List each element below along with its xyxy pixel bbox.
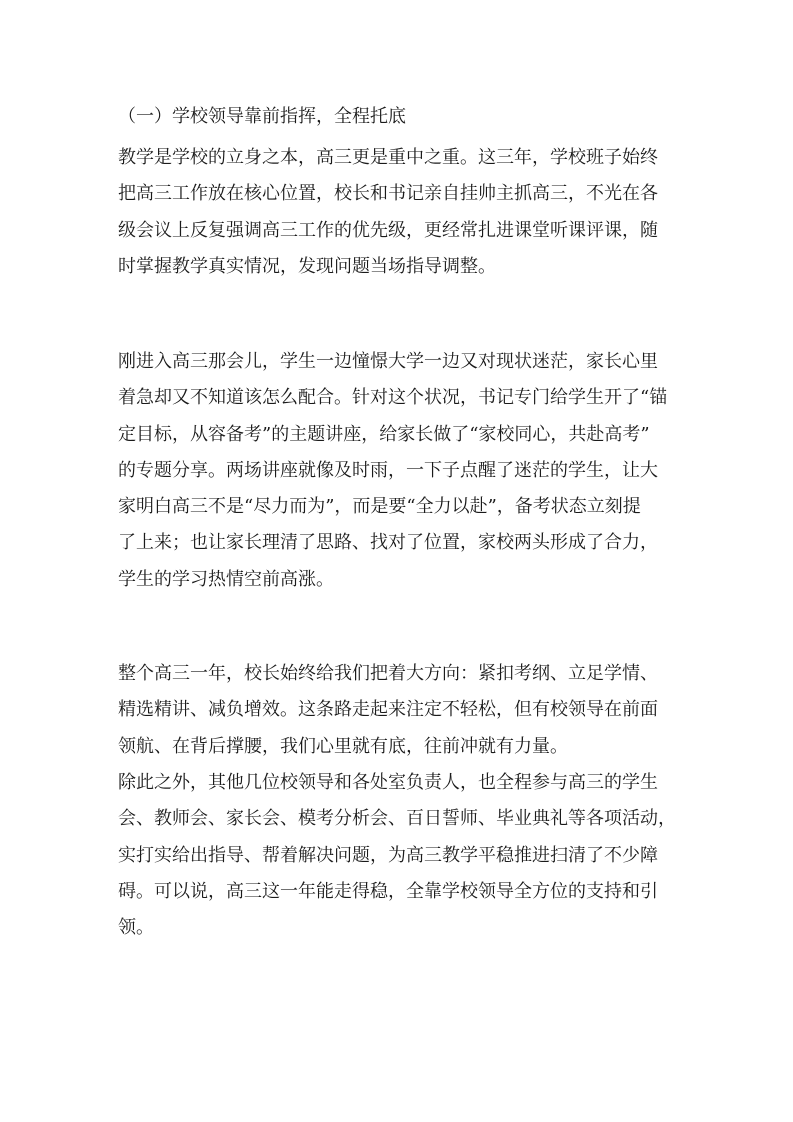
- paragraph-line: 把高三工作放在核心位置，校长和书记亲自挂帅主抓高三，不光在各: [118, 183, 658, 205]
- paragraph-line: 着急却又不知道该怎么配合。针对这个状况，书记专门给学生开了“锚: [118, 387, 668, 409]
- paragraph-line: 的专题分享。两场讲座就像及时雨，一下子点醒了迷茫的学生，让大: [118, 459, 658, 481]
- paragraph-leadership-role: [118, 140, 678, 285]
- paragraph-line: 会、教师会、家长会、模考分析会、百日誓师、毕业典礼等各项活动，: [118, 808, 676, 830]
- paragraph-other-leaders: [118, 765, 678, 946]
- paragraph-line: 家明白高三不是“尽力而为”，而是要“全力以赴”，备考状态立刻提: [118, 496, 641, 518]
- paragraph-line: 时掌握教学真实情况，发现问题当场指导调整。: [118, 255, 496, 277]
- paragraph-line: 碍。可以说，高三这一年能走得稳，全靠学校领导全方位的支持和引: [118, 880, 658, 902]
- paragraph-line: 除此之外，其他几位校领导和各处室负责人，也全程参与高三的学生: [118, 772, 658, 793]
- paragraph-line: 定目标，从容备考”的主题讲座，给家长做了“家校同心，共赴高考”: [118, 423, 650, 445]
- paragraph-line: 整个高三一年，校长始终给我们把着大方向：紧扣考纲、立足学情、: [118, 663, 658, 684]
- paragraph-line: 教学是学校的立身之本，高三更是重中之重。这三年，学校班子始终: [118, 147, 658, 168]
- paragraph-line: 级会议上反复强调高三工作的优先级，更经常扎进课堂听课评课，随: [118, 219, 658, 241]
- paragraph-lectures: [118, 344, 678, 598]
- paragraph-line: 刚进入高三那会儿，学生一边憧憬大学一边又对现状迷茫，家长心里: [118, 351, 658, 372]
- paragraph-line: 精选精讲、减负增效。这条路走起来注定不轻松，但有校领导在前面: [118, 699, 658, 721]
- paragraph-line: 领航、在背后撑腰，我们心里就有底，往前冲就有力量。: [118, 735, 568, 757]
- paragraph-line: 了上来；也让家长理清了思路、找对了位置，家校两头形成了合力，: [118, 532, 658, 554]
- paragraph-direction: [118, 656, 678, 765]
- paragraph-line: 领。: [118, 917, 154, 939]
- paragraph-line: 学生的学习热情空前高涨。: [118, 568, 334, 590]
- section-heading: （一）学校领导靠前指挥，全程托底: [118, 106, 406, 127]
- paragraph-line: 实打实给出指导、帮着解决问题，为高三教学平稳推进扫清了不少障: [118, 844, 658, 866]
